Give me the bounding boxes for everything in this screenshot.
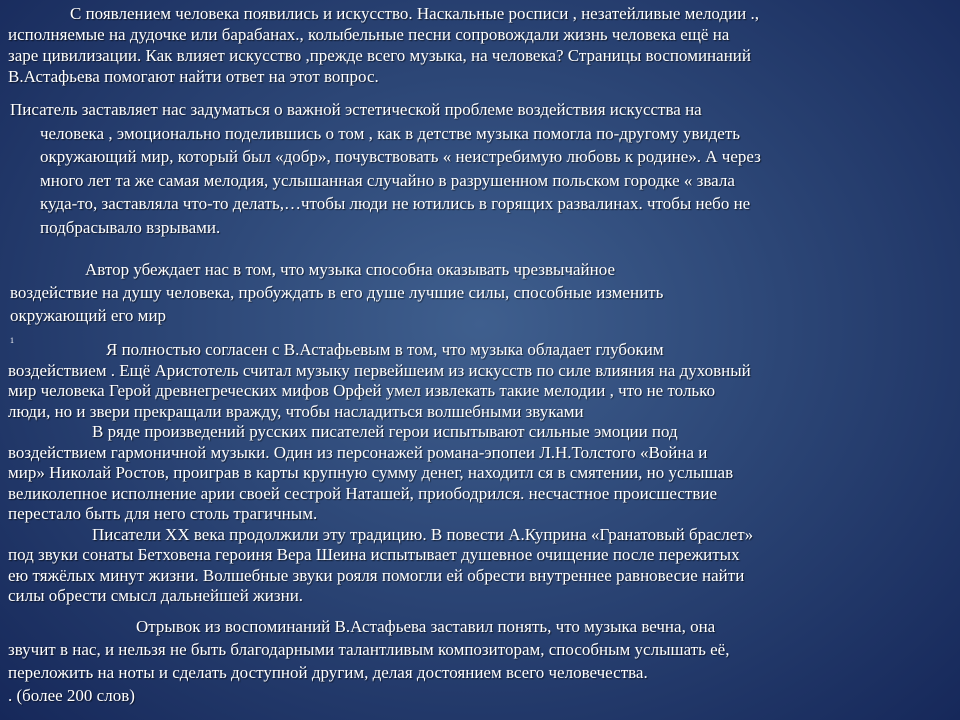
- text-line: Писатель заставляет нас задуматься о важной эстетической проблеме воздействия искусства на: [10, 100, 702, 119]
- text-line: Автор убеждает нас в том, что музыка способна оказывать чрезвычайное: [85, 260, 615, 279]
- text-line: исполняемые на дудочке или барабанах., колыбельные песни сопровождали жизнь человека ещё на: [8, 25, 730, 44]
- text-line: В ряде произведений русских писателей герои испытывают сильные эмоции под: [92, 422, 678, 441]
- text-line: Писатели ХХ века продолжили эту традицию. В повести А.Куприна «Гранатовый браслет»: [92, 524, 754, 544]
- text-line: С появлением человека появились и искусство. Наскальные росписи , незатейливые мелодии .,: [70, 4, 760, 23]
- text-line: мир» Николай Ростов, проиграв в карты крупную сумму денег, находитл ся в смятении, но услышав: [8, 463, 734, 482]
- text-line: окружающий мир, который был «добр», почувствовать « неистребимую любовь к родине». А через: [40, 147, 761, 166]
- text-line: подбрасывало взрывами.: [40, 217, 221, 237]
- text-line: окружающий его мир: [10, 306, 167, 325]
- text-line: человека , эмоционально поделившись о том , как в детстве музыка помогла по-другому увидеть: [40, 123, 741, 143]
- text-line: Отрывок из воспоминаний В.Астафьева заставил понять, что музыка вечна, она: [136, 617, 716, 636]
- text-line: воздействием . Ещё Аристотель считал музыку первейшеим из искусств по силе влияния на духовный: [8, 360, 751, 380]
- text-line: переложить на ноты и сделать доступной другим, делая достоянием всего человечества.: [8, 663, 648, 682]
- paragraph-intro: [8, 3, 953, 87]
- text-line: куда-то, заставляла что-то делать,…чтобы люди не ютились в горящих развалинах. чтобы небо не: [40, 194, 751, 213]
- paragraph-arguments: [8, 340, 953, 607]
- text-line: мир человека Герой древнегреческих мифов Орфей умел извлекать такие мелодии , что не только: [8, 381, 716, 400]
- text-line: перестало быть для него столь трагичным.: [8, 504, 318, 523]
- text-line: Я полностью согласен с В.Астафьевым в том, что музыка обладает глубоким: [106, 340, 664, 359]
- text-line: люди, но и звери прекращали вражду, чтобы насладиться волшебными звуками: [8, 401, 584, 421]
- text-line: . (более 200 слов): [8, 686, 135, 705]
- text-line: заре цивилизации. Как влияет искусство ,прежде всего музыка, на человека? Страницы воспоминаний: [8, 46, 751, 65]
- text-line: силы обрести смысл дальнейшей жизни.: [8, 586, 304, 605]
- text-line: под звуки сонаты Бетховена героиня Вера Шеина испытывает душевное очищение после пережитых: [8, 545, 740, 564]
- text-line: звучит в нас, и нельзя не быть благодарными талантливым композиторам, способным услышать её,: [8, 640, 730, 659]
- text-line: воздействием гармоничной музыки. Один из персонажей романа-эпопеи Л.Н.Толстого «Война и: [8, 442, 708, 462]
- text-line: много лет та же самая мелодия, услышанная случайно в разрушенном польском городке « звала: [40, 170, 735, 190]
- paragraph-problem: [10, 98, 955, 239]
- text-line: В.Астафьева помогают найти ответ на этот вопрос.: [8, 67, 379, 86]
- paragraph-conclusion: [8, 615, 953, 707]
- text-line: ею тяжёлых минут жизни. Волшебные звуки рояля помогли ей обрести внутреннее равновесие найти: [8, 565, 745, 585]
- paragraph-marker: 1: [10, 336, 14, 345]
- text-line: воздействие на душу человека, пробуждать в его душе лучшие силы, способные изменить: [10, 283, 664, 302]
- text-line: великолепное исполнение арии своей сестрой Наташей, приободрился. несчастное происшествие: [8, 483, 718, 503]
- paragraph-author-position: [10, 258, 955, 327]
